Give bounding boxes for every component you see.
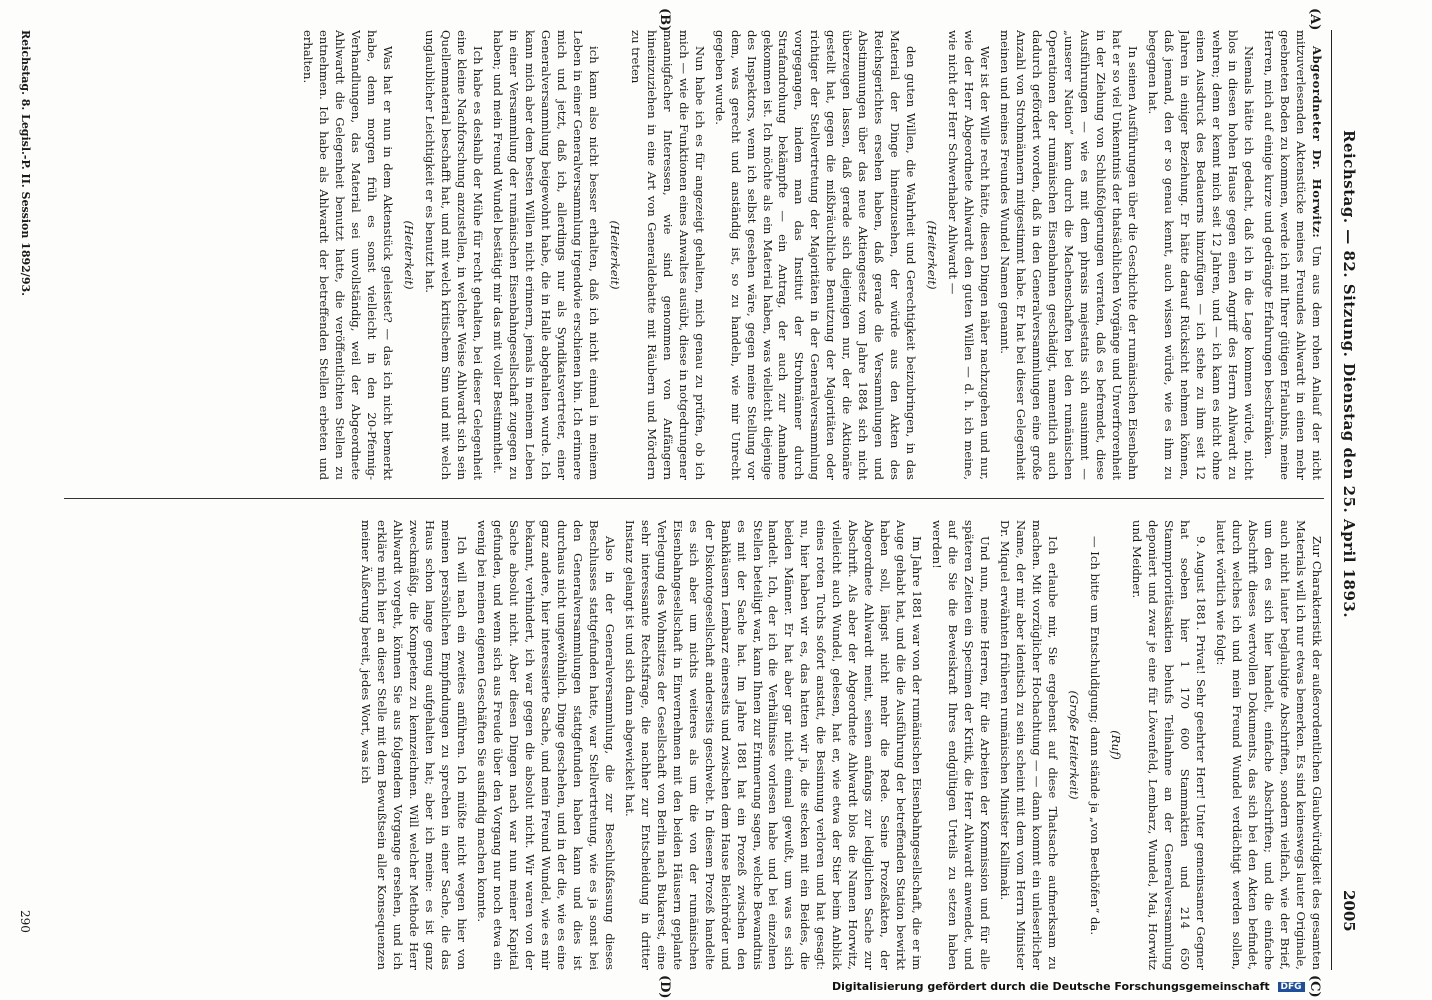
interjection <box>1065 520 1081 970</box>
paragraph <box>928 520 992 970</box>
paragraph <box>1260 30 1324 480</box>
speaker-name: Abgeordneter Dr. Horwitz: <box>1310 46 1324 239</box>
paragraph-text: Ich habe es deshalb der Mühe für recht gehalten, bei dieser Gelegenheit eine kleine Nachforschung anzustellen, in welcher Weise Ahlwardt sich sein Quellenmaterial beschafft hat, und mit welch kritischem Sinn und mit welch unglaublicher Leichtigkeit er es benutzt hat. <box>422 30 485 480</box>
interjection <box>1107 520 1123 970</box>
column-divider <box>64 498 1324 499</box>
paragraph <box>421 30 485 480</box>
paragraph <box>996 520 1060 970</box>
header-page-number: 2005 <box>1340 890 1358 932</box>
paragraph-text: 9. August 1881. Privat! Sehr geehrter Herr! Unter gemeinsamer Gegner hat soeben hier 1 170 600 Stammaktien und 214 650 Stammprioritätsaktien behufs Teilnahme an der Generalversammlung deponiert und zwar je eine für Löwenfeld, Lembarz, Wundel, Mai, Horwitz und Meidner. <box>1130 520 1209 970</box>
paragraph-text: Ich erlaube mir, Sie ergebenst auf diese Thatsache aufmerksam zu machen. Mit vorzüglicher Hochachtung — — dann kommt ein unleserlicher Name, der mir aber identisch zu sein scheint mit dem vom Herrn Minister Dr. Miquel erwähnten früheren rumänischen Minister Kallimaki. <box>998 520 1061 970</box>
paragraph <box>473 520 617 970</box>
paragraph-text: Zur Charakteristik der außerordentlichen Glaubwürdigkeit des gesamten Materials will ich nur etwas bemerken. Es sind keineswegs lauter Originale, auch nicht lauter beglaubigte Abschriften, sondern vielfach, wie der Brief, um den es sich hier handelt, einfache Abschriften; und die einfache Abschrift dieses wertvollen Dokuments, das sich bei den Akten befindet, durch welches ich und mein Freund Wundel verdächtigt werden sollen, lautet wörtlich wie folgt: <box>1214 520 1324 970</box>
paragraph <box>357 520 469 970</box>
paragraph <box>996 30 1140 480</box>
paragraph-text: Und nun, meine Herren, für die Arbeiten der Kommission und für alle späteren Zeiten ein Specimen der Kritik, die Herr Ahlwardt anwendet, und auf die Sie die Beweiskraft Ihres endgültigen Urteils zu setzen haben werden! <box>930 520 993 970</box>
paragraph <box>1144 30 1256 480</box>
paragraph <box>1086 520 1102 970</box>
paragraph <box>627 30 707 480</box>
paragraph-text: (Große Heiterkeit) <box>1067 690 1082 800</box>
paragraph-text: Also in der Generalversammlung, die zur Beschlußfassung dieses Beschlusses stattgefunden hatte, war Stellvertretung, wie es ja sonst bei den Generalversammlungen stattgefunden haben kann und dies ist durchaus nicht ungewöhnlich. Dinge geschehen, und in der die, wie es eine ganz andere, hier interessierte Sache, und mein Freund Wundel, wie es mir bekannt, verhindert, ich war gegen die absolut nicht. Wir waren von der Sache absolut nicht. Aber diesen Dingen nach war nun meiner Kapital gefunden, und wenn sich aus Freude über den Vorgang nur noch etwa ein wenig bei meinen eigenen Geschäften Sie ausfindig machen konnte. <box>474 520 617 970</box>
margin-marker-c: (C) <box>1307 975 1322 998</box>
paragraph <box>1128 520 1208 970</box>
paragraph-text: Nun habe ich es für angezeigt gehalten, mich genau zu prüfen, ob ich mich — wie die Funktionen eines Anwaltes ausübt, diese in notgedrungener mannigfacher Interessen, wie sind genommen von Anfängern hineinzuziehen in eine Art von Generaldebatte mit Räubern und Mördern zu treten <box>628 30 707 480</box>
paragraph-text: Um aus dem rohen Anlauf der nicht mitzuverlesenden Aktenstücke meines Freundes Ahlwardt in einen mehr geebneten Boden zu kommen, werde ich mit Ihrer gütigen Erlaubnis, meine Herren, mich auf einige kurze und gedrängte Erfahrungen beschränken. <box>1262 30 1324 480</box>
paragraph <box>621 520 925 970</box>
margin-marker-d: (D) <box>657 975 672 999</box>
paragraph <box>489 30 601 480</box>
interjection <box>606 30 622 480</box>
digitization-note-text: Digitalisierung gefördert durch die Deutsche Forschungsgemeinschaft <box>832 980 1270 993</box>
paragraph <box>944 30 992 480</box>
paragraph <box>711 30 919 480</box>
interjection <box>923 30 939 480</box>
dfg-logo: DFG <box>1278 982 1305 992</box>
paragraph <box>1212 520 1324 970</box>
paragraph-text: Niemals hätte ich gedacht, daß ich in die Lage kommen würde, nicht blos in diesen hohen Hause gegen einen Angriff des Herrn Ahlwardt zu wehren; denn er kennt mich seit 12 Jahren, und — ich kann es nicht ohne einen Ausdruck des Bedauerns hinzufügen — ich stehe zu ihm seit 12 Jahren in einiger Beziehung. Er hätte darauf Rücksicht nehmen können, daß jemand, den er so genau kennt, auch wissen würde, wie es ihm zu begegnen hat. <box>1146 30 1257 480</box>
paragraph-text: (Heiterkeit) <box>401 220 416 290</box>
paragraph <box>299 30 395 480</box>
paragraph-text: Was hat er nun in dem Aktenstück geleistet? — das ich nicht bemerkt habe, denn morgen früh es sonst vielleicht in den 20-Pfennig-Verhandlungen, das Material sei unvollständig, weil der Abgeordnete Ahlwardt die Gelegenheit benutzt hatte, die veröffentlichten Stellen zu entnehmen. Ich habe als Ahlwardt der betreffenden Stellen erbeten und erhalten. <box>300 30 395 480</box>
footer-legislature: Reichstag. 8. Legisl.-P. II. Session 1892/93. <box>19 30 32 296</box>
paragraph-text: Ich will nach ein zweites anführen. Ich müßte nicht wegen hier von meinen persönlichen Empfindungen zu sprechen in einer Sache, die das Haus schon lange genug aufgehalten hat; aber ich meine: es ist ganz zweckmäßig, die Kompetenz zu kennzeichnen. Will welcher Methode Herr Ahlwardt vorgeht, können Sie aus folgendem Vorgange ersehen, und ich erkläre mich hier an dieser Stelle mit dem Bewußtsein aller Konsequenzen meiner Äußerung bereit, jedes Wort, was ich <box>358 520 469 970</box>
paragraph-text: ich kann also nicht besser erhalten, daß ich nicht einmal in meinem Leben in einer Generalversammlung irgendwie erschienen bin. Ich erinnere mich und jetzt, daß ich, allerdings nur als Syndikatsvertreter, einer Generalversammlung beigewohnt habe, die in Halle abgehalten wurde. Ich kann mich aber dem besten Willen nicht erinnern, jemals in meinem Leben in einer Versammlung der rumänischen Eisenbahngesellschaft zugegen zu haben; und mein Freund Wundel bestätigt mir das mit voller Bestimmtheit. <box>490 30 601 480</box>
margin-marker-a: (A) <box>1307 8 1322 31</box>
right-column <box>64 520 1324 970</box>
footer-page-number: 290 <box>18 910 32 933</box>
paragraph-text: Wer ist der Wille recht hätte, diesen Dingen näher nachzugehen und nur, wie der Herr Abgeordnete Ahlwardt den guten Willen — d. h. ich meine, wie nicht der Herr Schwerhaber Ahlwardt — <box>946 30 993 480</box>
paragraph-text: — Ich bitte um Entschuldigung; dann stände ja „von Beethöfen“ da. <box>1088 536 1103 935</box>
paragraph-text: (Heiterkeit) <box>607 220 622 290</box>
paragraph-text: (Ruf) <box>1109 730 1124 760</box>
header-title: Reichstag. — 82. Sitzung. Dienstag den 25. April 1893. <box>1340 130 1358 619</box>
interjection <box>400 30 416 480</box>
paragraph-text: In seinen Ausführungen über die Geschichte der rumänischen Eisenbahn hat er so viel Unkenntnis der thatsächlichen Vorgänge und Unverfrorenheit in der Ziehung von Schlußfolgerungen verraten, daß es befremdet, diese Ausführungen — wie es mit dem phrasis majestatis sich ausnimmt — „unserer Nation“ kann durch die Machenschaften bei den rumänischen Operationen der rumänischen Eisenbahnen geschädigt, namentlich auch dadurch gefördert worden, daß in den Generalversammlungen eine große Anzahl von Strohmännern mitgestimmt habe. Er hat bei dieser Gelegenheit meinen und meines Freundes Wundel Namen genannt. <box>998 30 1141 480</box>
left-column <box>64 30 1324 480</box>
paragraph-text: den guten Willen, die Wahrheit und Gerechtigkeit beizubringen, in das Material der Dinge hineinzusehen, der würde aus den Akten des Reichsgerichtes ersehen haben, daß gerade die Versammlungen und Abstimmungen über das neue Aktiengesetz vom Jahre 1884 sich nicht überzeugen lassen, daß gerade sich diejenigen nur, der die Aktionäre gestellt hat, gegen die mißbräuchliche Benutzung der Majoritäten oder richtiger der Stellvertretung der Majoritäten in der Generalversammlung vorgegangen, indem man das Institut der Strohmänner durch Strafandrohung bekämpfte — ein Antrag, der auch zur Annahme gekommen ist. Ich möchte als ein Material haben, was vielleicht diejenige des Inspektors, wenn ich selbst gesehen wäre, gegen meine Stellung vor dem, was gerecht und anständig ist, so zu handeln, wie mir Unrecht gegeben wurde. <box>712 30 919 480</box>
paragraph-text: (Heiterkeit) <box>925 220 940 290</box>
paragraph-text: Im Jahre 1881 war von der rumänischen Eisenbahngesellschaft, die er im Auge gehabt hat, und die die Ausführung der betreffenden Station bewirkt haben soll, längst nicht mehr die Rede. Seine Prozeßakten, der Abgeordnete Ahlwardt meint, seinen anfangs zur lediglichen Sache zur Abschrift. Als aber der Abgeordnete Ahlwardt blos die Namen Horwitz, vielleicht auch Wundel, gelesen, hat er, wie etwa der Stier beim Anblick eines roten Tuchs sofort anstatt, die Besinnung verloren und hat gesagt: nu, hier haben wir es, das hatten wir ja, die stecken mit ein Beides, die beiden Männer. Er hat aber gar nicht einmal gewußt, um was es sich handelt. Ich, der ich die Verhältnisse vorlesen habe und bei einzelnen Stellen beteiligt war, kann Ihnen zur Erinnerung sagen, welche Bewandtnis es mit der Sache hat. Im Jahre 1881 hat ein Prozeß zwischen den Bankhäusern Lembarz einerseits und zwischen dem Hause Bleichröder und der Diskontogesellschaft anderseits geschwebt. In diesem Prozeß handelte es sich aber um nichts weiteres als um die von der rumänischen Eisenbahngesellschaft in Einvernehmen mit den beiden Häusern geplante Verlegung des Wohnsitzes der Gesellschaft von Berlin nach Bukarest, eine sehr interessante Rechtsfrage, die nachher zur Entscheidung in dritter Instanz gelangt ist und sich dann abgewickelt hat. <box>622 520 925 970</box>
margin-marker-b: (B) <box>657 8 672 32</box>
digitization-note <box>832 980 1305 993</box>
page-header <box>1331 30 1372 970</box>
